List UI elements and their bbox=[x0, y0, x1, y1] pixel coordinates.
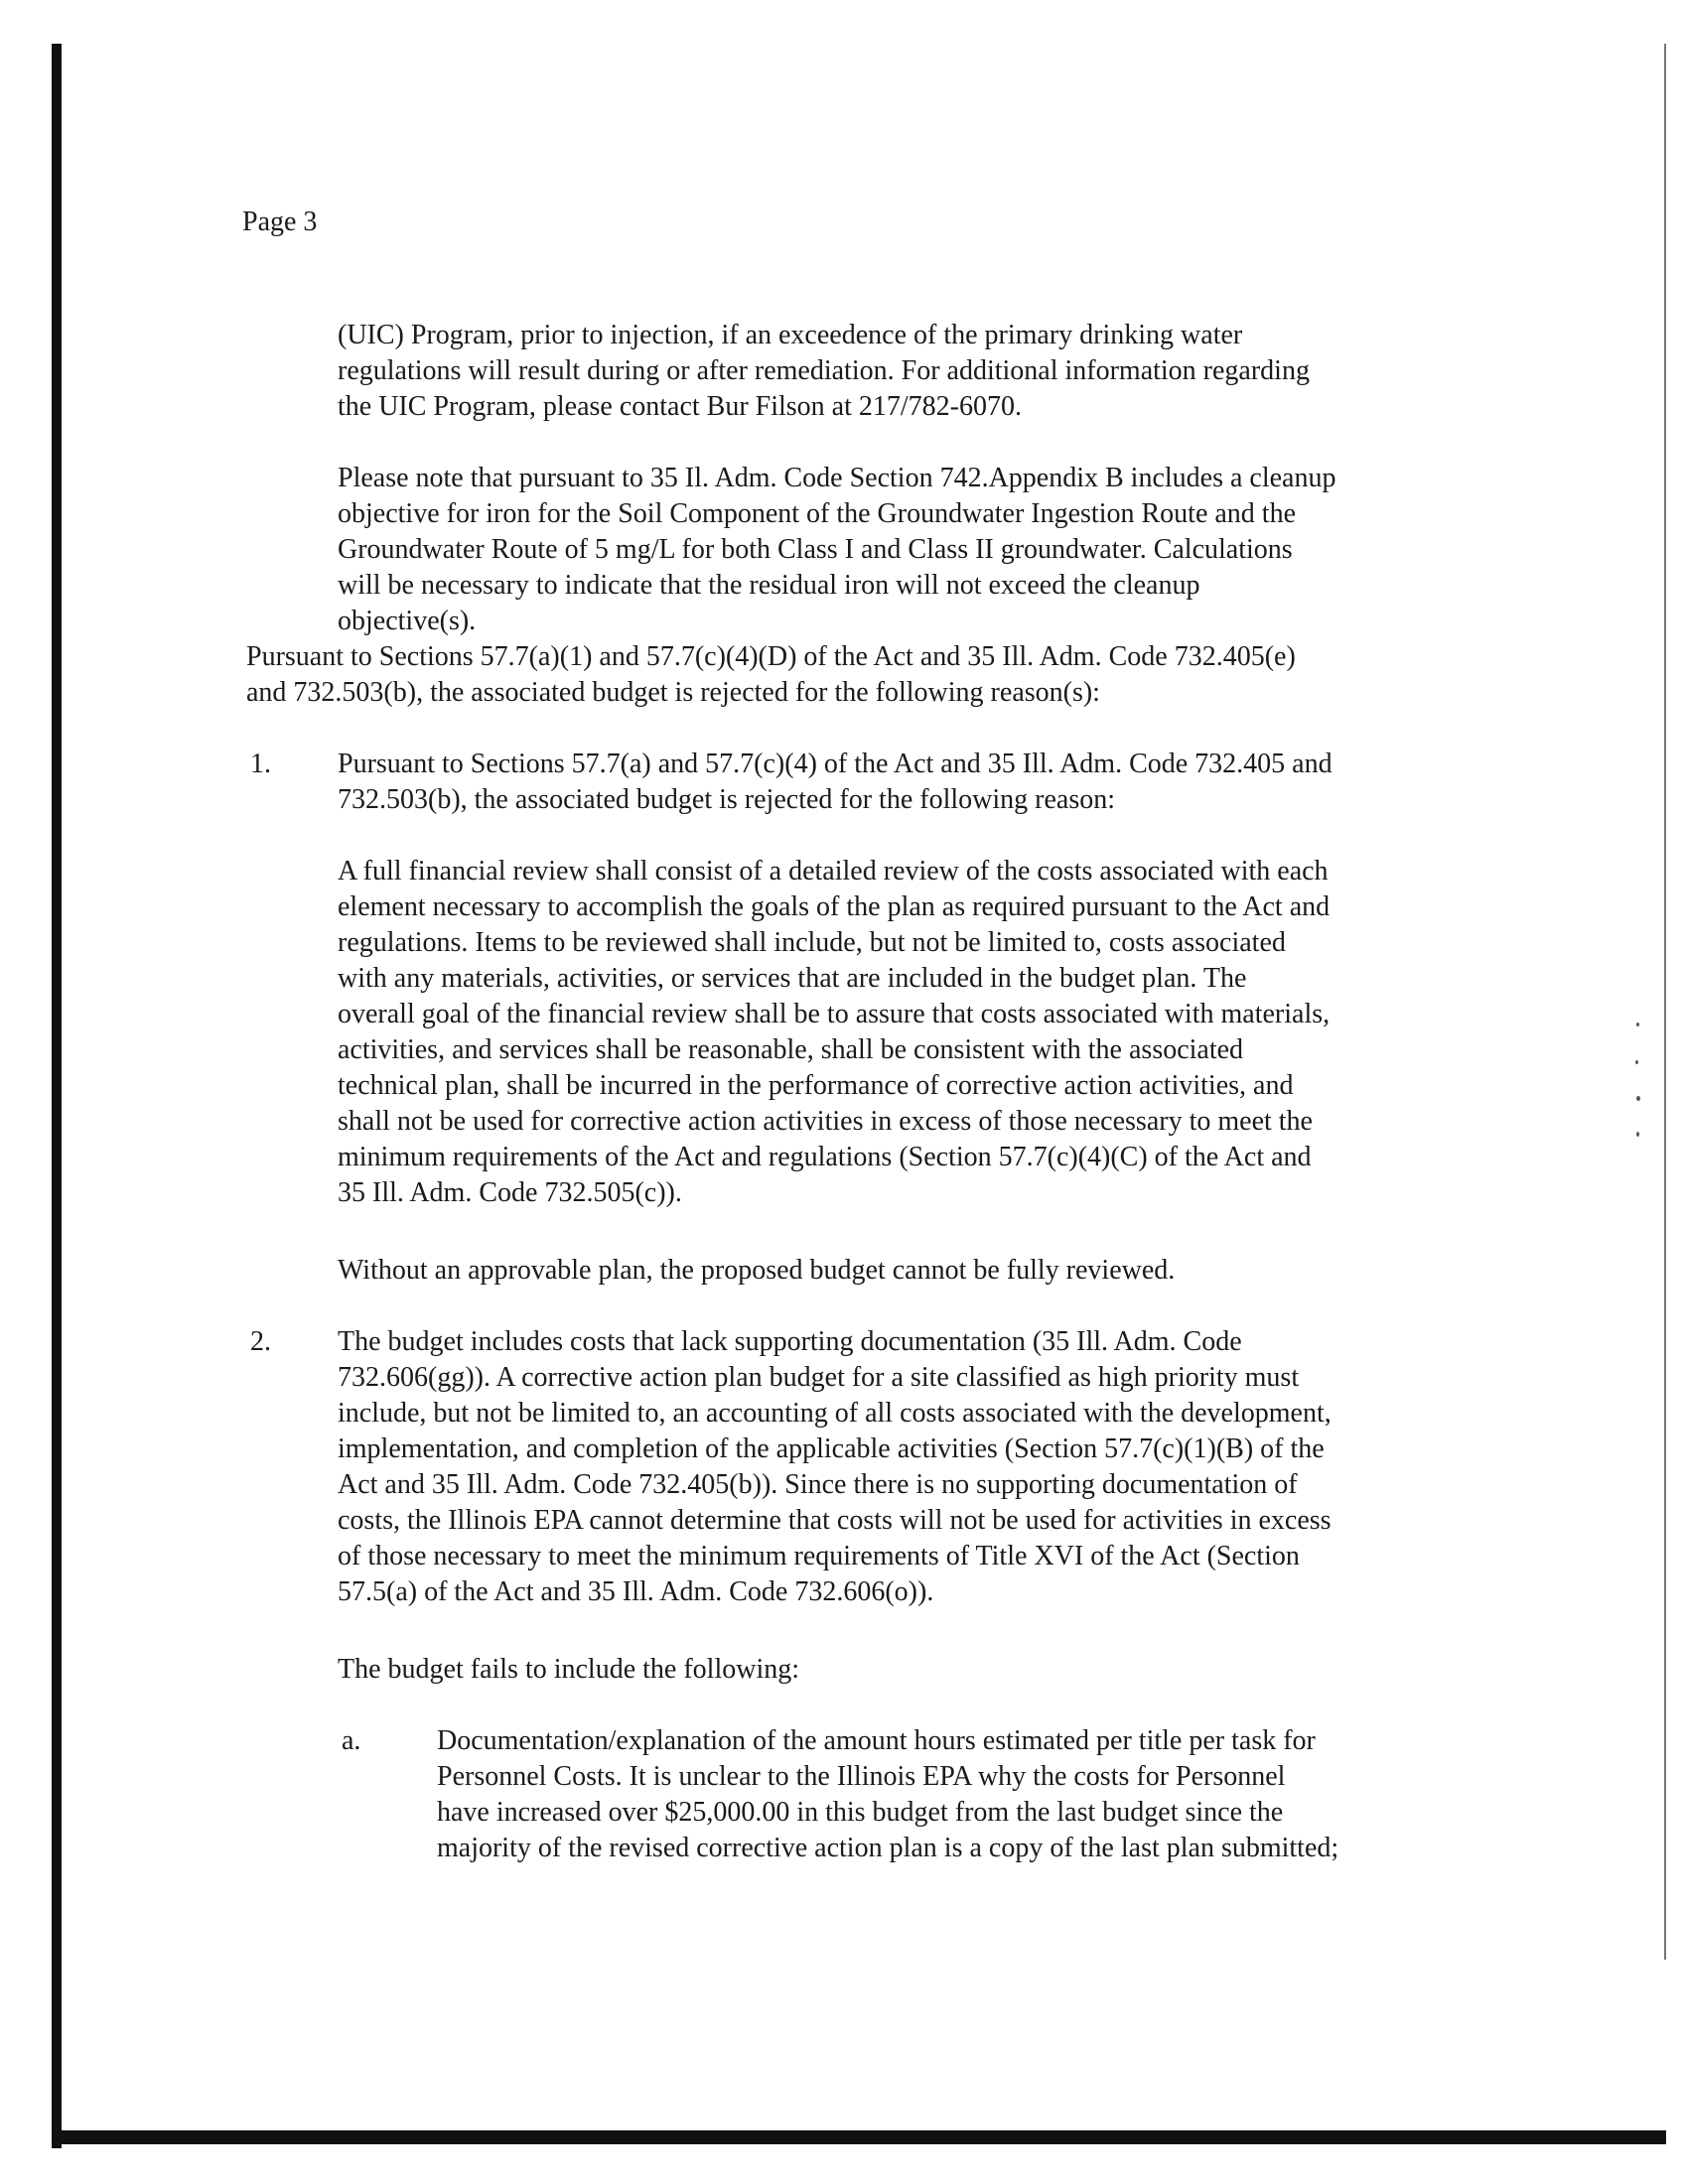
text-line: Please note that pursuant to 35 Il. Adm. Code Section 742.Appendix B includes a cleanup bbox=[338, 463, 1336, 493]
text-line: 732.606(gg)). A corrective action plan budget for a site classified as high priority must bbox=[338, 1362, 1300, 1393]
text-line: activities, and services shall be reasonable, shall be consistent with the associated bbox=[338, 1034, 1244, 1065]
text-line: will be necessary to indicate that the residual iron will not exceed the cleanup bbox=[338, 570, 1200, 601]
text-line: element necessary to accomplish the goals of the plan as required pursuant to the Act and bbox=[338, 891, 1331, 922]
text-line: 732.503(b), the associated budget is rejected for the following reason: bbox=[338, 784, 1115, 815]
scan-border-left bbox=[52, 44, 62, 2148]
item-2-documentation bbox=[338, 1324, 1332, 1610]
paragraph-budget-rejected bbox=[246, 639, 1296, 711]
text-line: Personnel Costs. It is unclear to the Illinois EPA why the costs for Personnel bbox=[437, 1761, 1286, 1792]
text-line: and 732.503(b), the associated budget is rejected for the following reason(s): bbox=[246, 677, 1100, 708]
paragraph-uic-program bbox=[338, 318, 1310, 425]
text-line: costs, the Illinois EPA cannot determine that costs will not be used for activities in excess bbox=[338, 1505, 1332, 1536]
text-line: regulations will result during or after remediation. For additional information regarding bbox=[338, 355, 1310, 386]
text-line: The budget includes costs that lack supporting documentation (35 Ill. Adm. Code bbox=[338, 1326, 1242, 1357]
text-line: the UIC Program, please contact Bur Filson at 217/782-6070. bbox=[338, 391, 1022, 422]
text-line: implementation, and completion of the applicable activities (Section 57.7(c)(1)(B) of the bbox=[338, 1433, 1325, 1464]
text-line: regulations. Items to be reviewed shall include, but not be limited to, costs associated bbox=[338, 927, 1286, 958]
paragraph-iron-cleanup bbox=[338, 461, 1335, 639]
text-line: overall goal of the financial review shall be to assure that costs associated with materials, bbox=[338, 999, 1331, 1029]
scan-border-bottom bbox=[52, 2130, 1666, 2144]
text-line: with any materials, activities, or services that are included in the budget plan. The bbox=[338, 963, 1247, 994]
text-line: Groundwater Route of 5 mg/L for both Class I and Class II groundwater. Calculations bbox=[338, 534, 1293, 565]
text-line: have increased over $25,000.00 in this budget from the last budget since the bbox=[437, 1797, 1284, 1828]
scan-speck bbox=[1635, 1060, 1638, 1064]
text-line: (UIC) Program, prior to injection, if an exceedence of the primary drinking water bbox=[338, 320, 1243, 350]
text-line: majority of the revised corrective action plan is a copy of the last plan submitted; bbox=[437, 1833, 1339, 1863]
scan-speck bbox=[1636, 1096, 1640, 1101]
scan-border-right bbox=[1664, 44, 1666, 1960]
item-2-lead bbox=[338, 1652, 799, 1688]
text-line: minimum requirements of the Act and regulations (Section 57.7(c)(4)(C) of the Act and bbox=[338, 1142, 1312, 1172]
item-1-closing bbox=[338, 1253, 1175, 1289]
text-line: shall not be used for corrective action activities in excess of those necessary to meet the bbox=[338, 1106, 1313, 1137]
text-line: include, but not be limited to, an accounting of all costs associated with the development, bbox=[338, 1398, 1332, 1429]
scan-speck bbox=[1636, 1023, 1639, 1026]
text-line: technical plan, shall be incurred in the performance of corrective action activities, and bbox=[338, 1070, 1294, 1101]
scan-speck bbox=[1636, 1132, 1639, 1137]
sub-item-a-text bbox=[437, 1723, 1338, 1866]
item-1-financial-review bbox=[338, 854, 1330, 1211]
text-line: of those necessary to meet the minimum requirements of Title XVI of the Act (Section bbox=[338, 1541, 1300, 1571]
text-line: Pursuant to Sections 57.7(a)(1) and 57.7(c)(4)(D) of the Act and 35 Ill. Adm. Code 732.405(e) bbox=[246, 641, 1296, 672]
text-line: 35 Ill. Adm. Code 732.505(c)). bbox=[338, 1177, 682, 1208]
text-line: Act and 35 Ill. Adm. Code 732.405(b)). Since there is no supporting documentation of bbox=[338, 1469, 1298, 1500]
list-number-2: 2. bbox=[250, 1326, 271, 1357]
text-line: objective(s). bbox=[338, 606, 477, 636]
text-line: Without an approvable plan, the proposed budget cannot be fully reviewed. bbox=[338, 1255, 1176, 1286]
item-1-intro bbox=[338, 747, 1333, 818]
page-number: Page 3 bbox=[242, 206, 318, 237]
text-line: Documentation/explanation of the amount hours estimated per title per task for bbox=[437, 1725, 1316, 1756]
text-line: 57.5(a) of the Act and 35 Ill. Adm. Code 732.606(o)). bbox=[338, 1576, 934, 1607]
text-line: Pursuant to Sections 57.7(a) and 57.7(c)(4) of the Act and 35 Ill. Adm. Code 732.405 and bbox=[338, 749, 1333, 779]
sub-item-letter-a: a. bbox=[342, 1725, 361, 1756]
text-line: A full financial review shall consist of a detailed review of the costs associated with each bbox=[338, 856, 1329, 887]
text-line: The budget fails to include the following: bbox=[338, 1654, 800, 1685]
text-line: objective for iron for the Soil Component of the Groundwater Ingestion Route and the bbox=[338, 498, 1297, 529]
list-number-1: 1. bbox=[250, 749, 271, 779]
